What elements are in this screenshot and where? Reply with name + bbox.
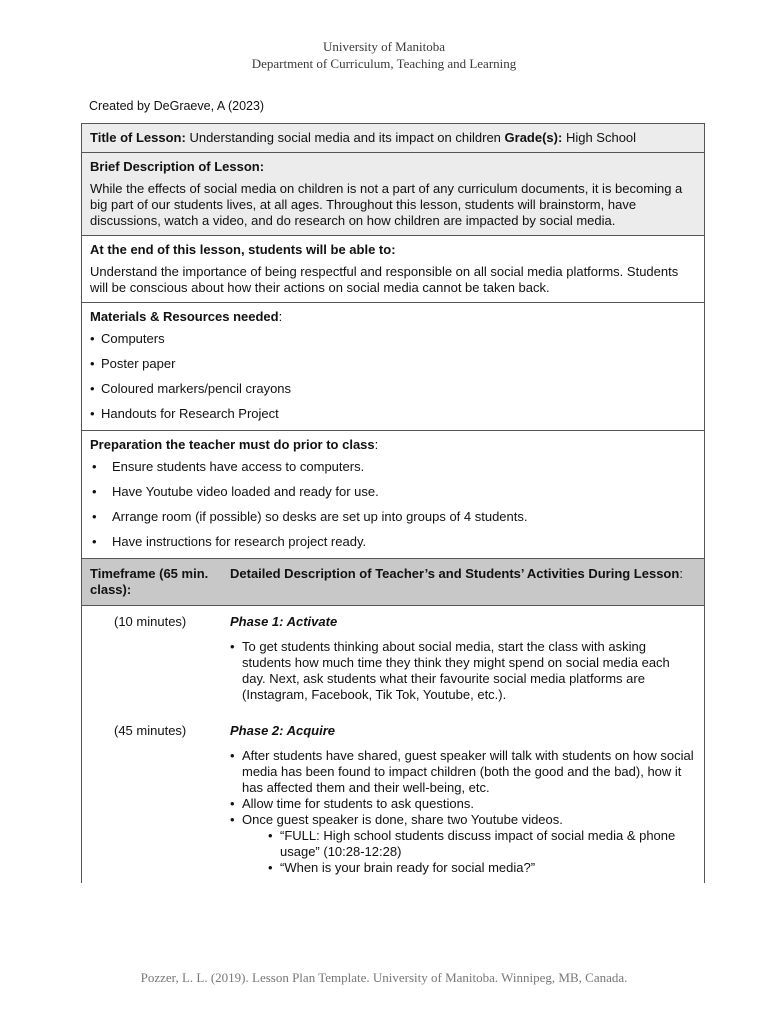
description-text: While the effects of social media on children is not a part of any curriculum documents, it is becoming a big part of our students lives, at all ages. Throughout this lesson, students will brainstorm, have discussions, watch a video, and do research on how children are impacted by social media. (90, 181, 683, 228)
list-item: • “When is your brain ready for social media?” (268, 860, 696, 876)
list-item: • To get students thinking about social media, start the class with asking students how much time they think they might spend on social media each day. Next, ask students what their favourite social media platforms are (Instagram, Facebook, Tik Tok, Youtube, etc.). (230, 639, 696, 703)
preparation-list (90, 459, 696, 550)
university-name: University of Manitoba (322, 39, 446, 54)
list-item: • Poster paper (90, 356, 696, 372)
list-item: • Handouts for Research Project (90, 406, 696, 422)
outcomes-row (82, 236, 704, 303)
phase-2-activities (230, 748, 696, 876)
citation-footer: Pozzer, L. L. (2019). Lesson Plan Template. University of Manitoba. Winnipeg, MB, Canada. (140, 970, 628, 985)
phase-2-time: (45 minutes) (114, 723, 187, 738)
list-item: • After students have shared, guest speaker will talk with students on how social media has been found to impact children (both the good and the bad), how it has affected them and their well-being, etc. (230, 748, 696, 796)
phase-2 (90, 723, 696, 876)
materials-label: Materials & Resources needed (90, 309, 279, 324)
department-name: Department of Curriculum, Teaching and Learning (251, 56, 517, 71)
phase-1-activities (230, 639, 696, 703)
timeframe-header-row: Timeframe (65 min. class): Detailed Description of Teacher’s and Students’ Activities During Lesson: (82, 559, 704, 606)
title-row (82, 124, 704, 153)
materials-row: Materials & Resources needed: • Computers • Poster paper • Coloured markers/pencil crayons • Handouts for Research Project (82, 303, 704, 431)
title-value: Understanding social media and its impact on children (189, 130, 501, 145)
phase-2-title: Phase 2: Acquire (230, 723, 336, 738)
list-item-text: Once guest speaker is done, share two Youtube videos. (242, 812, 563, 827)
list-item: • Coloured markers/pencil crayons (90, 381, 696, 397)
lesson-plan-table (81, 123, 705, 883)
phases-section (82, 606, 704, 883)
list-item: • Allow time for students to ask questions. (230, 796, 696, 812)
video-list (242, 828, 696, 876)
list-item (230, 812, 696, 876)
phase-1 (90, 614, 696, 703)
document-header (0, 38, 768, 72)
activities-header: Detailed Description of Teacher’s and Students’ Activities During Lesson (230, 566, 680, 581)
list-item: • Ensure students have access to computers. (92, 459, 696, 475)
materials-list (90, 331, 696, 422)
preparation-row: Preparation the teacher must do prior to class: • Ensure students have access to computers. • Have Youtube video loaded and ready for use. • Arrange room (if possible) so desks are set up into groups of 4 students. • Have instructions for research project ready. (82, 431, 704, 559)
list-item: • Have instructions for research project ready. (92, 534, 696, 550)
list-item: • Have Youtube video loaded and ready for use. (92, 484, 696, 500)
grade-label: Grade(s): (504, 130, 563, 145)
outcomes-text: Understand the importance of being respectful and responsible on all social media platforms. Students will be conscious about how their actions on social media cannot be taken back. (90, 264, 679, 295)
title-label: Title of Lesson: (90, 130, 186, 145)
created-by: Created by DeGraeve, A (2023) (89, 99, 265, 113)
list-item: • Arrange room (if possible) so desks are set up into groups of 4 students. (92, 509, 696, 525)
phase-1-title: Phase 1: Activate (230, 614, 338, 629)
description-label: Brief Description of Lesson: (90, 159, 265, 174)
outcomes-label: At the end of this lesson, students will be able to: (90, 242, 396, 257)
preparation-label: Preparation the teacher must do prior to class (90, 437, 375, 452)
list-item: • Computers (90, 331, 696, 347)
description-row (82, 153, 704, 236)
phase-1-time: (10 minutes) (114, 614, 187, 629)
list-item: • “FULL: High school students discuss impact of social media & phone usage” (10:28-12:28) (268, 828, 696, 860)
grade-value: High School (565, 130, 637, 145)
timeframe-header: Timeframe (65 min. class): (90, 566, 209, 597)
